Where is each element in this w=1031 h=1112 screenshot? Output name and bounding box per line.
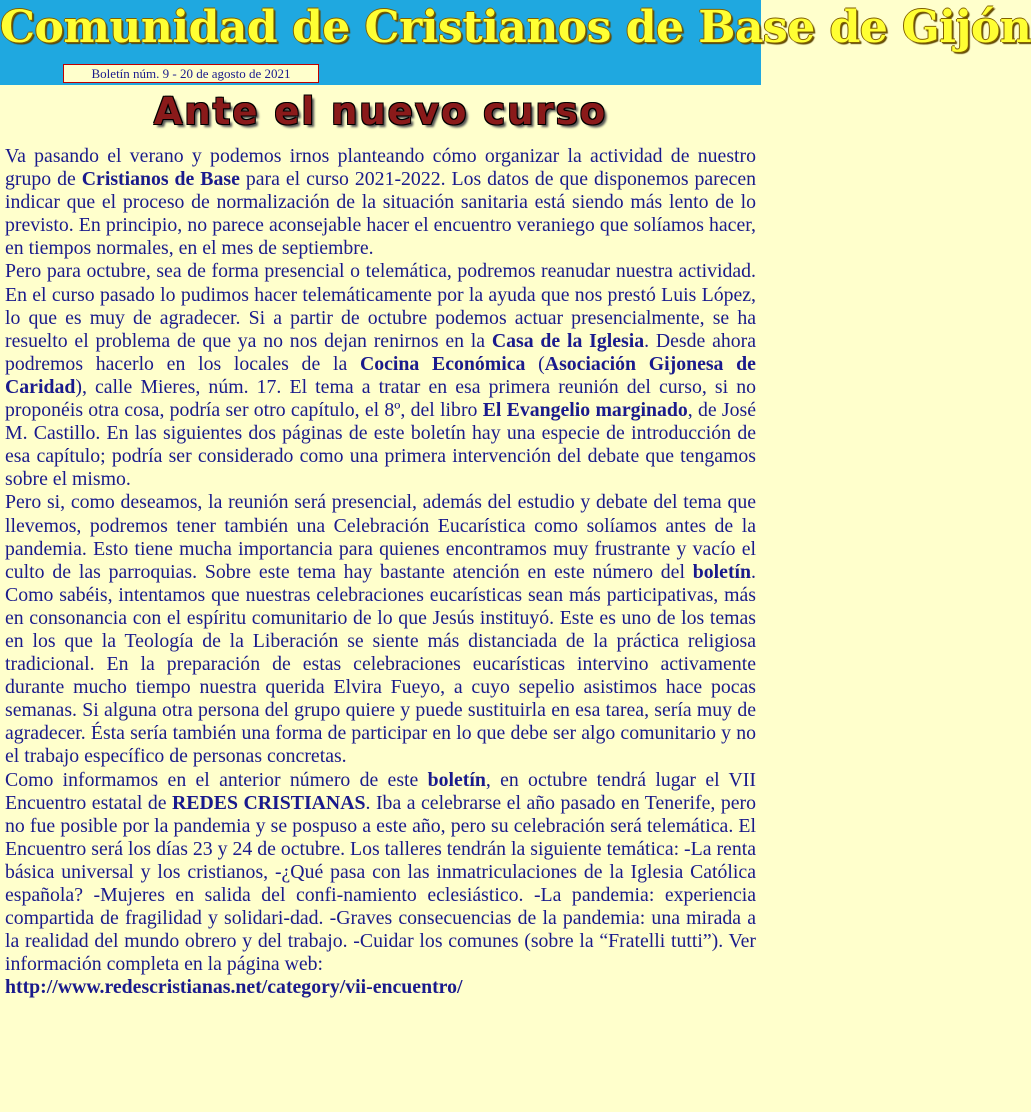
- paragraph-text: para el curso 2021-2022. Los datos de que disponemos parecen indicar que el proceso de normalización de la situación sanitaria está siendo más lento de lo previsto. En principio, no parece aconsejable hacer el encuentro veraniego que solíamos hacer, en tiempos normales, en el mes de septiembre.: [5, 168, 757, 260]
- article-headline: Ante el nuevo curso: [153, 90, 608, 133]
- paragraph-text: Pero para octubre, sea de forma presencial o telemática, podremos reanudar nuestra actividad. En el curso pasado lo pudimos hacer telemáticamente por la ayuda que nos prestó Luis López, lo que es muy de agradecer. Si a partir de octubre podemos actuar presencialmente, se ha resuelto el problema de que ya no nos dejan renirnos en la: [5, 260, 756, 352]
- paragraph-text: Como informamos en el anterior número de este: [5, 768, 428, 791]
- article-body: [5, 145, 756, 999]
- paragraph-text: ), calle Mieres, núm. 17. El tema a tratar en esa primera reunión del curso, si no proponéis otra cosa, podría ser otro capítulo, el 8º, del libro: [5, 375, 756, 422]
- bold-term: Cocina Económica: [359, 352, 526, 375]
- paragraph-2: [5, 260, 756, 491]
- paragraph-5: [5, 976, 756, 999]
- paragraph-text: (: [525, 352, 545, 375]
- bold-term: Cristianos de Base: [81, 168, 240, 191]
- book-title: El Evangelio marginado: [482, 399, 688, 422]
- paragraph-text: Pero si, como deseamos, la reunión será presencial, además del estudio y debate del tema que llevemos, podremos tener también una Celebración Eucarística como solíamos antes de la pandemia. Esto tiene mucha importancia para quienes encontramos muy frustrante y vacío el culto de las parroquias. Sobre este tema hay bastante atención en este número del: [5, 491, 756, 583]
- paragraph-3: [5, 491, 756, 768]
- bold-term: Casa de la Iglesia: [491, 329, 645, 352]
- issue-label: Boletín núm. 9 - 20 de agosto de 2021: [63, 64, 319, 83]
- masthead-title: Comunidad de Cristianos de Base de Gijón: [0, 2, 1031, 53]
- paragraph-text: . Desde ahora podremos hacerlo en los locales de la: [5, 329, 756, 375]
- paragraph-1: [5, 145, 756, 260]
- bold-term: REDES CRISTIANAS: [172, 791, 366, 814]
- paragraph-text: . Como sabéis, intentamos que nuestras celebraciones eucarísticas sean más participativas, más en consonancia con el espíritu comunitario de lo que Jesús instituyó. Este es uno de los temas en los que la Teología de la Liberación se siente más distanciada de la práctica religiosa tradicional. En la preparación de estas celebraciones eucarísticas intervino activamente durante mucho tiempo nuestra querida Elvira Fueyo, a cuyo sepelio asistimos hace pocas semanas. Si alguna otra persona del grupo quiere y puede sustituirla en esa tarea, sería muy de agradecer. Ésta sería también una forma de participar en lo que debe ser algo comunitario y no el trabajo específico de personas concretas.: [5, 560, 756, 768]
- paragraph-text: , en octubre tendrá lugar el VII Encuentro estatal de: [5, 768, 756, 814]
- web-link[interactable]: http://www.redescristianas.net/category/vii-encuentro/: [5, 976, 463, 999]
- paragraph-text: . Iba a celebrarse el año pasado en Tenerife, pero no fue posible por la pandemia y se pospuso a este año, pero su celebración será telemática. El Encuentro será los días 23 y 24 de octubre. Los talleres tendrán la siguiente temática: -La renta básica universal y los cristianos, -¿Qué pasa con las inmatriculaciones de la Iglesia Católica española? -Mujeres en salida del confi-namiento eclesiástico. -La pandemia: experiencia compartida de fragilidad y solidari-dad. -Graves consecuencias de la pandemia: una mirada a la realidad del mundo obrero y del trabajo. -Cuidar los comunes (sobre la “Fratelli tutti”). Ver información completa en la página web:: [5, 791, 756, 976]
- bold-term: boletín: [692, 560, 752, 583]
- paragraph-text: , de José M. Castillo. En las siguientes dos páginas de este boletín hay una especie de introducción de esa capítulo; podría ser considerado como una primera intervención del debate que tengamos sobre el mismo.: [5, 399, 756, 491]
- bold-term: Asociación Gijonesa de Caridad: [5, 352, 756, 398]
- paragraph-text: Va pasando el verano y podemos irnos planteando cómo organizar la actividad de nuestro grupo de: [5, 145, 756, 191]
- bold-term: boletín: [427, 768, 486, 791]
- paragraph-4: [5, 769, 756, 977]
- masthead: [0, 0, 1031, 85]
